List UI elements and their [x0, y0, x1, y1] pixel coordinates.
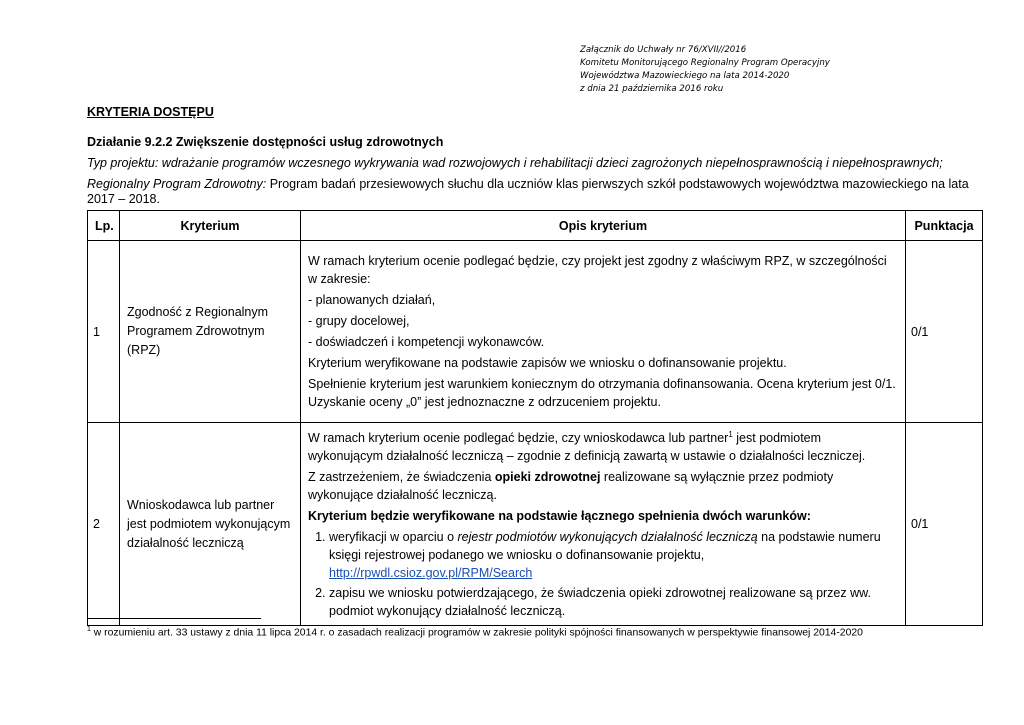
table-header-row	[88, 211, 983, 241]
footnote-mark: 1	[87, 626, 91, 633]
annex-line-resolution: Załącznik do Uchwały nr 76/XVII//2016	[580, 45, 747, 55]
score-value: 0/1	[906, 241, 983, 423]
condition-italic: rejestr podmiotów wykonujących działalność leczniczą	[457, 530, 758, 545]
criterion-description	[301, 241, 906, 423]
annex-line-date: z dnia 21 października 2016 roku	[580, 84, 724, 94]
criterion-description	[301, 423, 906, 626]
reservation-text-cont: realizowane są wyłącznie przez podmioty wykonujące działalność leczniczą.	[308, 470, 834, 503]
reservation-bold: opieki zdrowotnej	[494, 470, 601, 485]
intro-text-cont: jest podmiotem wykonującym działalność leczniczą – zgodnie z definicją zawartą w ustawie o działalności leczniczej.	[308, 431, 866, 464]
footnote-divider	[87, 618, 261, 619]
project-type: Typ projektu: wdrażanie programów wczesnego wykrywania wad rozwojowych i rehabilitacji dzieci zagrożonych niepełnosprawnością i niepełnosprawnych;	[87, 156, 943, 170]
criterion-name: Wnioskodawca lub partner jest podmiotem wykonującym działalność leczniczą	[120, 423, 301, 626]
condition-text-cont: na podstawie numeru księgi rejestrowej podanego we wniosku o dofinansowanie projektu,	[329, 530, 881, 563]
criterion-name: Zgodność z Regionalnym Programem Zdrowotnym (RPZ)	[120, 241, 301, 423]
description-intro: W ramach kryterium ocenie podlegać będzie, czy projekt jest zgodny z właściwym RPZ, w szczególności w zakresie:	[308, 254, 887, 286]
list-item: - grupy docelowej,	[308, 314, 410, 328]
description-verification: Kryterium będzie weryfikowane na podstawie łącznego spełnienia dwóch warunków:	[308, 509, 811, 524]
header-description: Opis kryterium	[301, 211, 906, 241]
description-intro	[308, 426, 898, 465]
header-lp: Lp.	[88, 211, 120, 241]
description-reservation	[308, 468, 898, 504]
description-outcome: Spełnienie kryterium jest warunkiem koniecznym do otrzymania dofinansowania. Ocena kryterium jest 0/1. Uzyskanie oceny „0” jest jednoznaczne z odrzuceniem projektu.	[308, 377, 896, 409]
list-item: - planowanych działań,	[308, 293, 436, 307]
criteria-table	[87, 210, 983, 626]
annex-line-committee: Komitetu Monitorującego Regionalny Program Operacyjny	[580, 58, 830, 68]
intro-text: W ramach kryterium ocenie podlegać będzie, czy wnioskodawca lub partner	[308, 431, 729, 446]
rpz-label: Regionalny Program Zdrowotny:	[87, 177, 267, 191]
footnote-ref: 1	[728, 430, 733, 439]
row-number: 2	[88, 423, 120, 626]
list-item	[329, 528, 898, 582]
condition-text: weryfikacji w oparciu o	[329, 530, 458, 545]
annex-line-region: Województwa Mazowieckiego na lata 2014-2020	[580, 71, 790, 81]
annex-header	[580, 44, 830, 96]
list-item: - doświadczeń i kompetencji wykonawców.	[308, 335, 545, 349]
rpz-text: Program badań przesiewowych słuchu dla uczniów klas pierwszych szkół podstawowych województwa mazowieckiego na lata 2017 – 2018.	[87, 177, 969, 206]
score-value: 0/1	[906, 423, 983, 626]
header-score: Punktacja	[906, 211, 983, 241]
table-row	[88, 241, 983, 423]
register-link[interactable]: http://rpwdl.csioz.gov.pl/RPM/Search	[329, 566, 533, 581]
page-title: KRYTERIA DOSTĘPU	[87, 105, 214, 119]
conditions-list	[308, 528, 898, 620]
description-verification: Kryterium weryfikowane na podstawie zapisów we wniosku o dofinansowanie projektu.	[308, 356, 787, 370]
reservation-text: Z zastrzeżeniem, że świadczenia	[308, 470, 495, 485]
regional-health-program	[87, 177, 977, 207]
footnote-text: w rozumieniu art. 33 ustawy z dnia 11 lipca 2014 r. o zasadach realizacji programów w zakresie polityki spójności finansowanych w perspektywie finansowej 2014-2020	[90, 627, 863, 639]
row-number: 1	[88, 241, 120, 423]
header-criterion: Kryterium	[120, 211, 301, 241]
table-row	[88, 423, 983, 626]
action-title: Działanie 9.2.2 Zwiększenie dostępności usług zdrowotnych	[87, 135, 444, 149]
footnote	[87, 626, 863, 638]
list-item: 2. zapisu we wniosku potwierdzającego, że świadczenia opieki zdrowotnej realizowane są przez ww. podmiot wykonujący działalność leczniczą.	[329, 584, 898, 620]
